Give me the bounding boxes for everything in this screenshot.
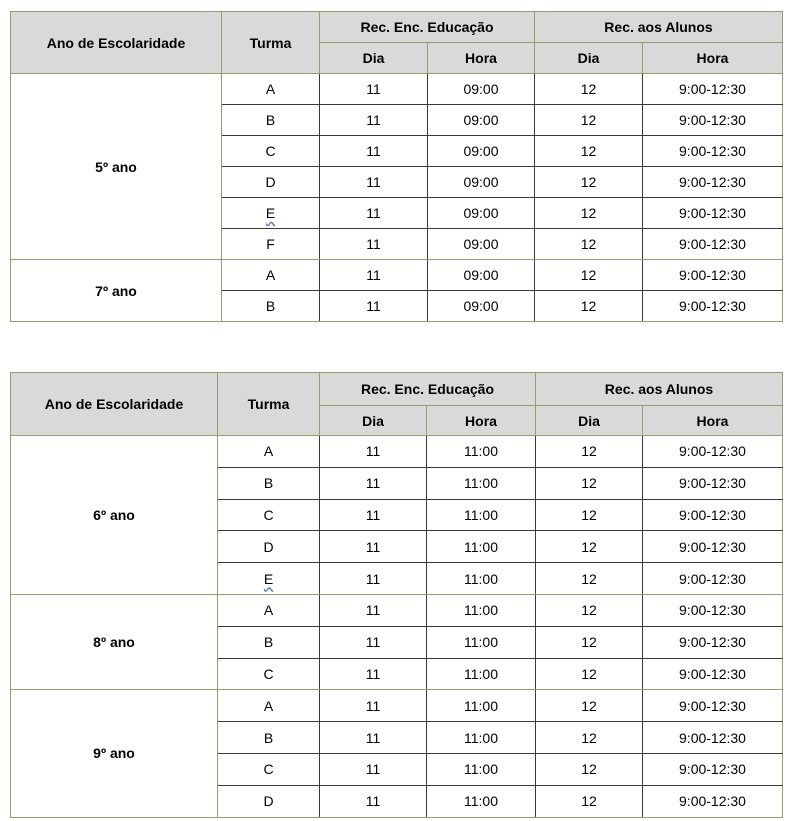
cell-alu-dia: 12: [536, 594, 643, 626]
cell-alu-hora: 9:00-12:30: [643, 658, 783, 690]
cell-enc-hora: 11:00: [427, 436, 536, 468]
cell-alu-dia: 12: [536, 499, 643, 531]
cell-turma: B: [218, 722, 320, 754]
header-enc-hora: Hora: [427, 406, 536, 436]
cell-turma: [222, 198, 320, 229]
cell-enc-dia: 11: [320, 229, 428, 260]
cell-alu-hora: 9:00-12:30: [643, 626, 783, 658]
cell-alu-hora: 9:00-12:30: [643, 785, 783, 817]
cell-turma: A: [218, 436, 320, 468]
cell-enc-hora: 11:00: [427, 626, 536, 658]
cell-alu-hora: 9:00-12:30: [643, 467, 783, 499]
table-row: [11, 436, 783, 468]
cell-enc-dia: 11: [320, 753, 427, 785]
cell-turma: A: [218, 594, 320, 626]
cell-enc-dia: 11: [320, 291, 428, 322]
cell-alu-hora: 9:00-12:30: [643, 594, 783, 626]
cell-enc-dia: 11: [320, 467, 427, 499]
cell-alu-dia: 12: [535, 167, 643, 198]
cell-enc-dia: 11: [320, 531, 427, 563]
cell-turma: D: [222, 167, 320, 198]
cell-alu-hora: 9:00-12:30: [643, 105, 783, 136]
cell-turma-text: E: [263, 570, 274, 587]
cell-alu-dia: 12: [536, 531, 643, 563]
cell-turma: C: [218, 499, 320, 531]
cell-alu-hora: 9:00-12:30: [643, 753, 783, 785]
cell-alu-hora: 9:00-12:30: [643, 563, 783, 595]
grade-label: 7º ano: [11, 260, 222, 322]
cell-enc-hora: 11:00: [427, 785, 536, 817]
cell-turma: A: [222, 260, 320, 291]
cell-enc-dia: 11: [320, 499, 427, 531]
header-alunos: Rec. aos Alunos: [535, 12, 783, 43]
cell-enc-dia: 11: [320, 167, 428, 198]
cell-alu-dia: 12: [535, 291, 643, 322]
cell-enc-hora: 09:00: [428, 136, 535, 167]
schedule-table-1: [10, 11, 783, 322]
cell-enc-dia: 11: [320, 198, 428, 229]
cell-turma: B: [218, 626, 320, 658]
header-alunos-dia: Dia: [535, 43, 643, 74]
cell-enc-dia: 11: [320, 785, 427, 817]
cell-alu-dia: 12: [536, 753, 643, 785]
table-row: [11, 594, 783, 626]
cell-turma: B: [222, 105, 320, 136]
cell-alu-hora: 9:00-12:30: [643, 291, 783, 322]
cell-enc-hora: 09:00: [428, 167, 535, 198]
header-enc-educacao: Rec. Enc. Educação: [320, 12, 535, 43]
cell-enc-dia: 11: [320, 260, 428, 291]
header-alunos-hora: Hora: [643, 406, 783, 436]
cell-enc-hora: 11:00: [427, 753, 536, 785]
cell-turma: C: [222, 136, 320, 167]
table-row: [11, 260, 783, 291]
cell-alu-hora: 9:00-12:30: [643, 198, 783, 229]
grade-label: 5º ano: [11, 74, 222, 260]
cell-enc-hora: 11:00: [427, 722, 536, 754]
cell-alu-dia: 12: [535, 105, 643, 136]
cell-enc-hora: 09:00: [428, 105, 535, 136]
cell-alu-hora: 9:00-12:30: [643, 436, 783, 468]
cell-alu-dia: 12: [536, 785, 643, 817]
cell-alu-dia: 12: [536, 658, 643, 690]
header-alunos: Rec. aos Alunos: [536, 373, 783, 406]
cell-alu-hora: 9:00-12:30: [643, 722, 783, 754]
cell-enc-hora: 09:00: [428, 291, 535, 322]
cell-alu-dia: 12: [535, 229, 643, 260]
cell-enc-dia: 11: [320, 436, 427, 468]
cell-enc-hora: 09:00: [428, 198, 535, 229]
cell-alu-dia: 12: [536, 722, 643, 754]
cell-enc-dia: 11: [320, 136, 428, 167]
cell-turma: D: [218, 785, 320, 817]
cell-enc-hora: 11:00: [427, 690, 536, 722]
cell-turma: C: [218, 658, 320, 690]
cell-alu-dia: 12: [536, 467, 643, 499]
header-alunos-hora: Hora: [643, 43, 783, 74]
cell-enc-hora: 11:00: [427, 531, 536, 563]
table-row: [11, 74, 783, 105]
cell-alu-dia: 12: [535, 74, 643, 105]
cell-enc-hora: 11:00: [427, 499, 536, 531]
header-enc-dia: Dia: [320, 43, 428, 74]
table-row: [11, 690, 783, 722]
cell-turma: [218, 563, 320, 595]
cell-enc-hora: 11:00: [427, 467, 536, 499]
schedule-table-2: [10, 372, 783, 818]
cell-enc-dia: 11: [320, 626, 427, 658]
cell-enc-hora: 11:00: [427, 658, 536, 690]
cell-enc-hora: 11:00: [427, 594, 536, 626]
cell-alu-hora: 9:00-12:30: [643, 499, 783, 531]
cell-turma: A: [218, 690, 320, 722]
cell-alu-dia: 12: [536, 436, 643, 468]
cell-alu-hora: 9:00-12:30: [643, 74, 783, 105]
cell-alu-dia: 12: [536, 626, 643, 658]
cell-enc-hora: 09:00: [428, 260, 535, 291]
header-alunos-dia: Dia: [536, 406, 643, 436]
cell-enc-hora: 09:00: [428, 74, 535, 105]
cell-enc-hora: 09:00: [428, 229, 535, 260]
header-enc-educacao: Rec. Enc. Educação: [320, 373, 536, 406]
cell-turma: C: [218, 753, 320, 785]
cell-turma: D: [218, 531, 320, 563]
cell-alu-dia: 12: [535, 136, 643, 167]
cell-alu-hora: 9:00-12:30: [643, 167, 783, 198]
cell-alu-hora: 9:00-12:30: [643, 229, 783, 260]
header-turma: Turma: [222, 12, 320, 74]
header-ano: Ano de Escolaridade: [11, 373, 218, 436]
cell-enc-dia: 11: [320, 690, 427, 722]
cell-alu-dia: 12: [536, 690, 643, 722]
grade-label: 9º ano: [11, 690, 218, 817]
cell-turma: B: [218, 467, 320, 499]
cell-enc-dia: 11: [320, 105, 428, 136]
cell-turma: A: [222, 74, 320, 105]
cell-enc-hora: 11:00: [427, 563, 536, 595]
header-ano: Ano de Escolaridade: [11, 12, 222, 74]
cell-turma: F: [222, 229, 320, 260]
cell-alu-dia: 12: [535, 260, 643, 291]
cell-turma: B: [222, 291, 320, 322]
cell-alu-dia: 12: [536, 563, 643, 595]
grade-label: 6º ano: [11, 436, 218, 595]
cell-alu-hora: 9:00-12:30: [643, 531, 783, 563]
cell-alu-hora: 9:00-12:30: [643, 690, 783, 722]
header-enc-dia: Dia: [320, 406, 427, 436]
cell-alu-hora: 9:00-12:30: [643, 136, 783, 167]
cell-turma-text: E: [265, 205, 276, 221]
cell-enc-dia: 11: [320, 722, 427, 754]
cell-alu-dia: 12: [535, 198, 643, 229]
cell-enc-dia: 11: [320, 563, 427, 595]
cell-enc-dia: 11: [320, 74, 428, 105]
header-turma: Turma: [218, 373, 320, 436]
cell-enc-dia: 11: [320, 594, 427, 626]
grade-label: 8º ano: [11, 594, 218, 689]
cell-alu-hora: 9:00-12:30: [643, 260, 783, 291]
header-enc-hora: Hora: [428, 43, 535, 74]
cell-enc-dia: 11: [320, 658, 427, 690]
